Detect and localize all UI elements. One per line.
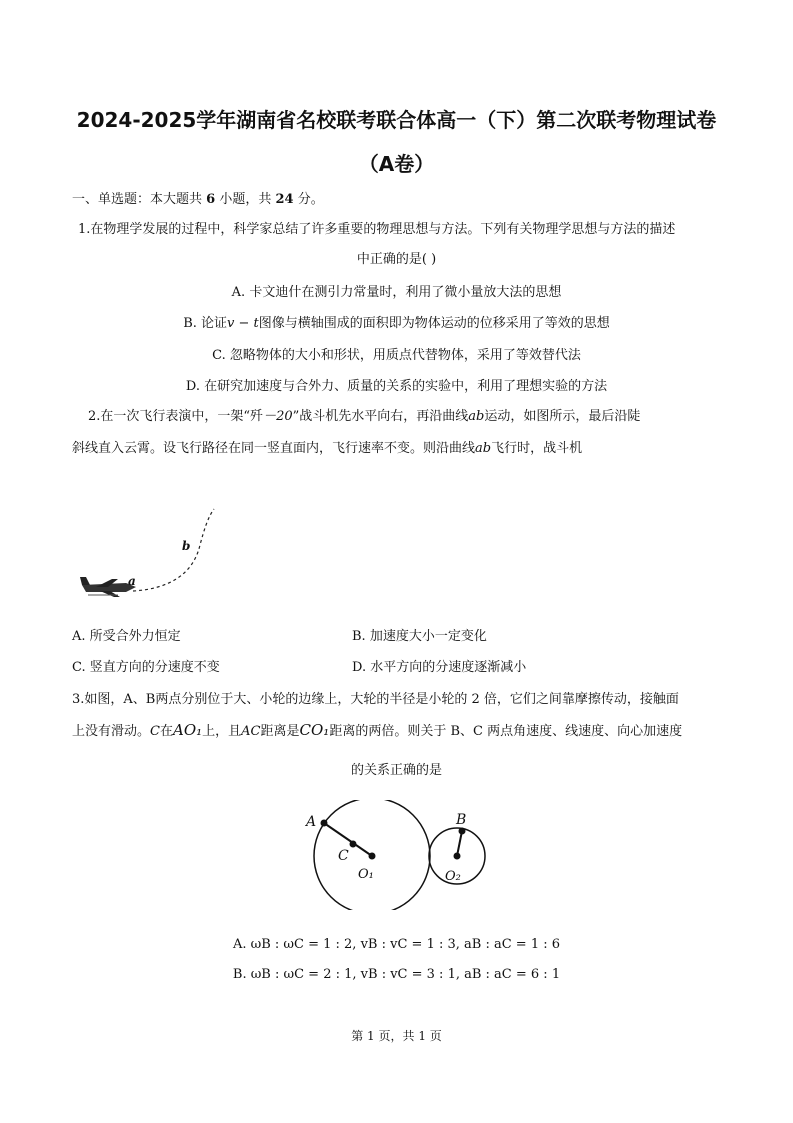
q2-stem-line2-pre: 斜线直入云霄。设飞行路径在同一竖直面内，飞行速率不变。则沿曲线 xyxy=(72,441,476,456)
q1-option-c: C. 忽略物体的大小和形状，用质点代替物体，采用了等效替代法 xyxy=(212,348,581,363)
q2-figure xyxy=(78,505,238,605)
q3-stem-line1: 3.如图，A、B两点分别位于大、小轮的边缘上，大轮的半径是小轮的 2 倍，它们之间靠摩擦传动，接触面 xyxy=(72,692,679,707)
q3-figure xyxy=(300,800,500,910)
q1-option-b-post: 图像与横轴围成的面积即为物体运动的位移采用了等效的思想 xyxy=(258,316,610,331)
q3-stem-line2 xyxy=(72,720,682,739)
q1-option-d: D. 在研究加速度与合外力、质量的关系的实验中，利用了理想实验的方法 xyxy=(185,379,608,394)
q3-stem-line2-pre: 上没有滑动。 xyxy=(72,724,151,739)
section-score: 24 xyxy=(275,192,294,207)
q3-option-a: A. ωB : ωC = 1 : 2, vB : vC = 1 : 3, aB : aC = 1 : 6 xyxy=(232,937,561,952)
q2-option-b: B. 加速度大小一定变化 xyxy=(352,629,487,644)
center-o2-dot xyxy=(454,853,461,860)
q3-stem-line2-post: 距离的两倍。则关于 B、C 两点角速度、线速度、向心加速度 xyxy=(329,724,683,739)
q2-stem-line1-post: 运动，如图所示，最后沿陡 xyxy=(484,409,641,424)
q3-stem-line2-co1: CO₁ xyxy=(299,721,330,739)
page-footer: 第 1 页，共 1 页 xyxy=(351,1029,442,1043)
q3-stem-line2-c: C xyxy=(150,724,160,739)
q1-stem-line2: 中正确的是( ) xyxy=(356,252,437,267)
page-title-line1: 2024-2025学年湖南省名校联考联合体高一（下）第二次联考物理试卷 xyxy=(76,108,717,132)
q2-stem-line1-ab: ab xyxy=(468,409,485,424)
q2-option-c: C. 竖直方向的分速度不变 xyxy=(72,660,220,675)
q3-option-b: B. ωB : ωC = 2 : 1, vB : vC = 3 : 1, aB : aC = 6 : 1 xyxy=(232,967,561,982)
label-a: A xyxy=(306,814,317,830)
q3-stem-line2-mid2: 上，且 xyxy=(202,724,242,739)
q1-option-b-pre: B. 论证 xyxy=(183,316,228,331)
question-count: 6 xyxy=(206,192,216,207)
point-a-label: a xyxy=(128,574,136,588)
q3-stem-line2-ao1: AO₁ xyxy=(172,721,203,739)
q2-stem-line1-mid: ”战斗机先水平向右，再沿曲线 xyxy=(292,409,469,424)
q2-stem-line2-post: 飞行时，战斗机 xyxy=(491,441,583,456)
point-c-dot xyxy=(350,841,357,848)
q2-stem-line2 xyxy=(72,437,582,456)
q2-stem-line1-pre: 2.在一次飞行表演中，一架“歼 xyxy=(88,409,264,424)
q2-option-d: D. 水平方向的分速度逐渐减小 xyxy=(352,660,527,675)
label-o1: O₁ xyxy=(358,867,374,882)
point-a-dot xyxy=(321,820,328,827)
point-b-dot xyxy=(459,828,466,835)
q2-option-a: A. 所受合外力恒定 xyxy=(72,629,181,644)
section-heading-post: 分。 xyxy=(297,192,324,207)
q1-stem-line1: 1.在物理学发展的过程中，科学家总结了许多重要的物理思想与方法。下列有关物理学思想与方法的描述 xyxy=(78,222,676,237)
q3-stem-line2-ac: AC xyxy=(241,724,261,739)
q2-stem-line1-num: －20 xyxy=(263,409,293,424)
flight-path xyxy=(133,509,214,591)
label-b: B xyxy=(456,812,467,828)
q3-stem-line2-mid1: 在 xyxy=(159,724,173,739)
point-b-label: b xyxy=(182,539,191,553)
section-heading-pre: 一、单选题：本大题共 xyxy=(72,192,203,207)
section-heading xyxy=(72,188,324,207)
label-c: C xyxy=(338,848,349,864)
section-heading-mid: 小题，共 xyxy=(219,192,272,207)
q2-stem-line1 xyxy=(88,405,640,424)
q2-stem-line2-ab: ab xyxy=(475,441,492,456)
q1-option-b xyxy=(0,312,793,331)
q1-option-a: A. 卡文迪什在测引力常量时，利用了微小量放大法的思想 xyxy=(231,285,562,300)
label-o2: O₂ xyxy=(445,869,461,884)
q3-stem-line3: 的关系正确的是 xyxy=(350,763,442,778)
center-o1-dot xyxy=(369,853,376,860)
q3-stem-line2-mid3: 距离是 xyxy=(260,724,300,739)
q1-option-b-formula: v − t xyxy=(227,316,259,331)
page-title-line2: （A卷） xyxy=(358,152,435,176)
